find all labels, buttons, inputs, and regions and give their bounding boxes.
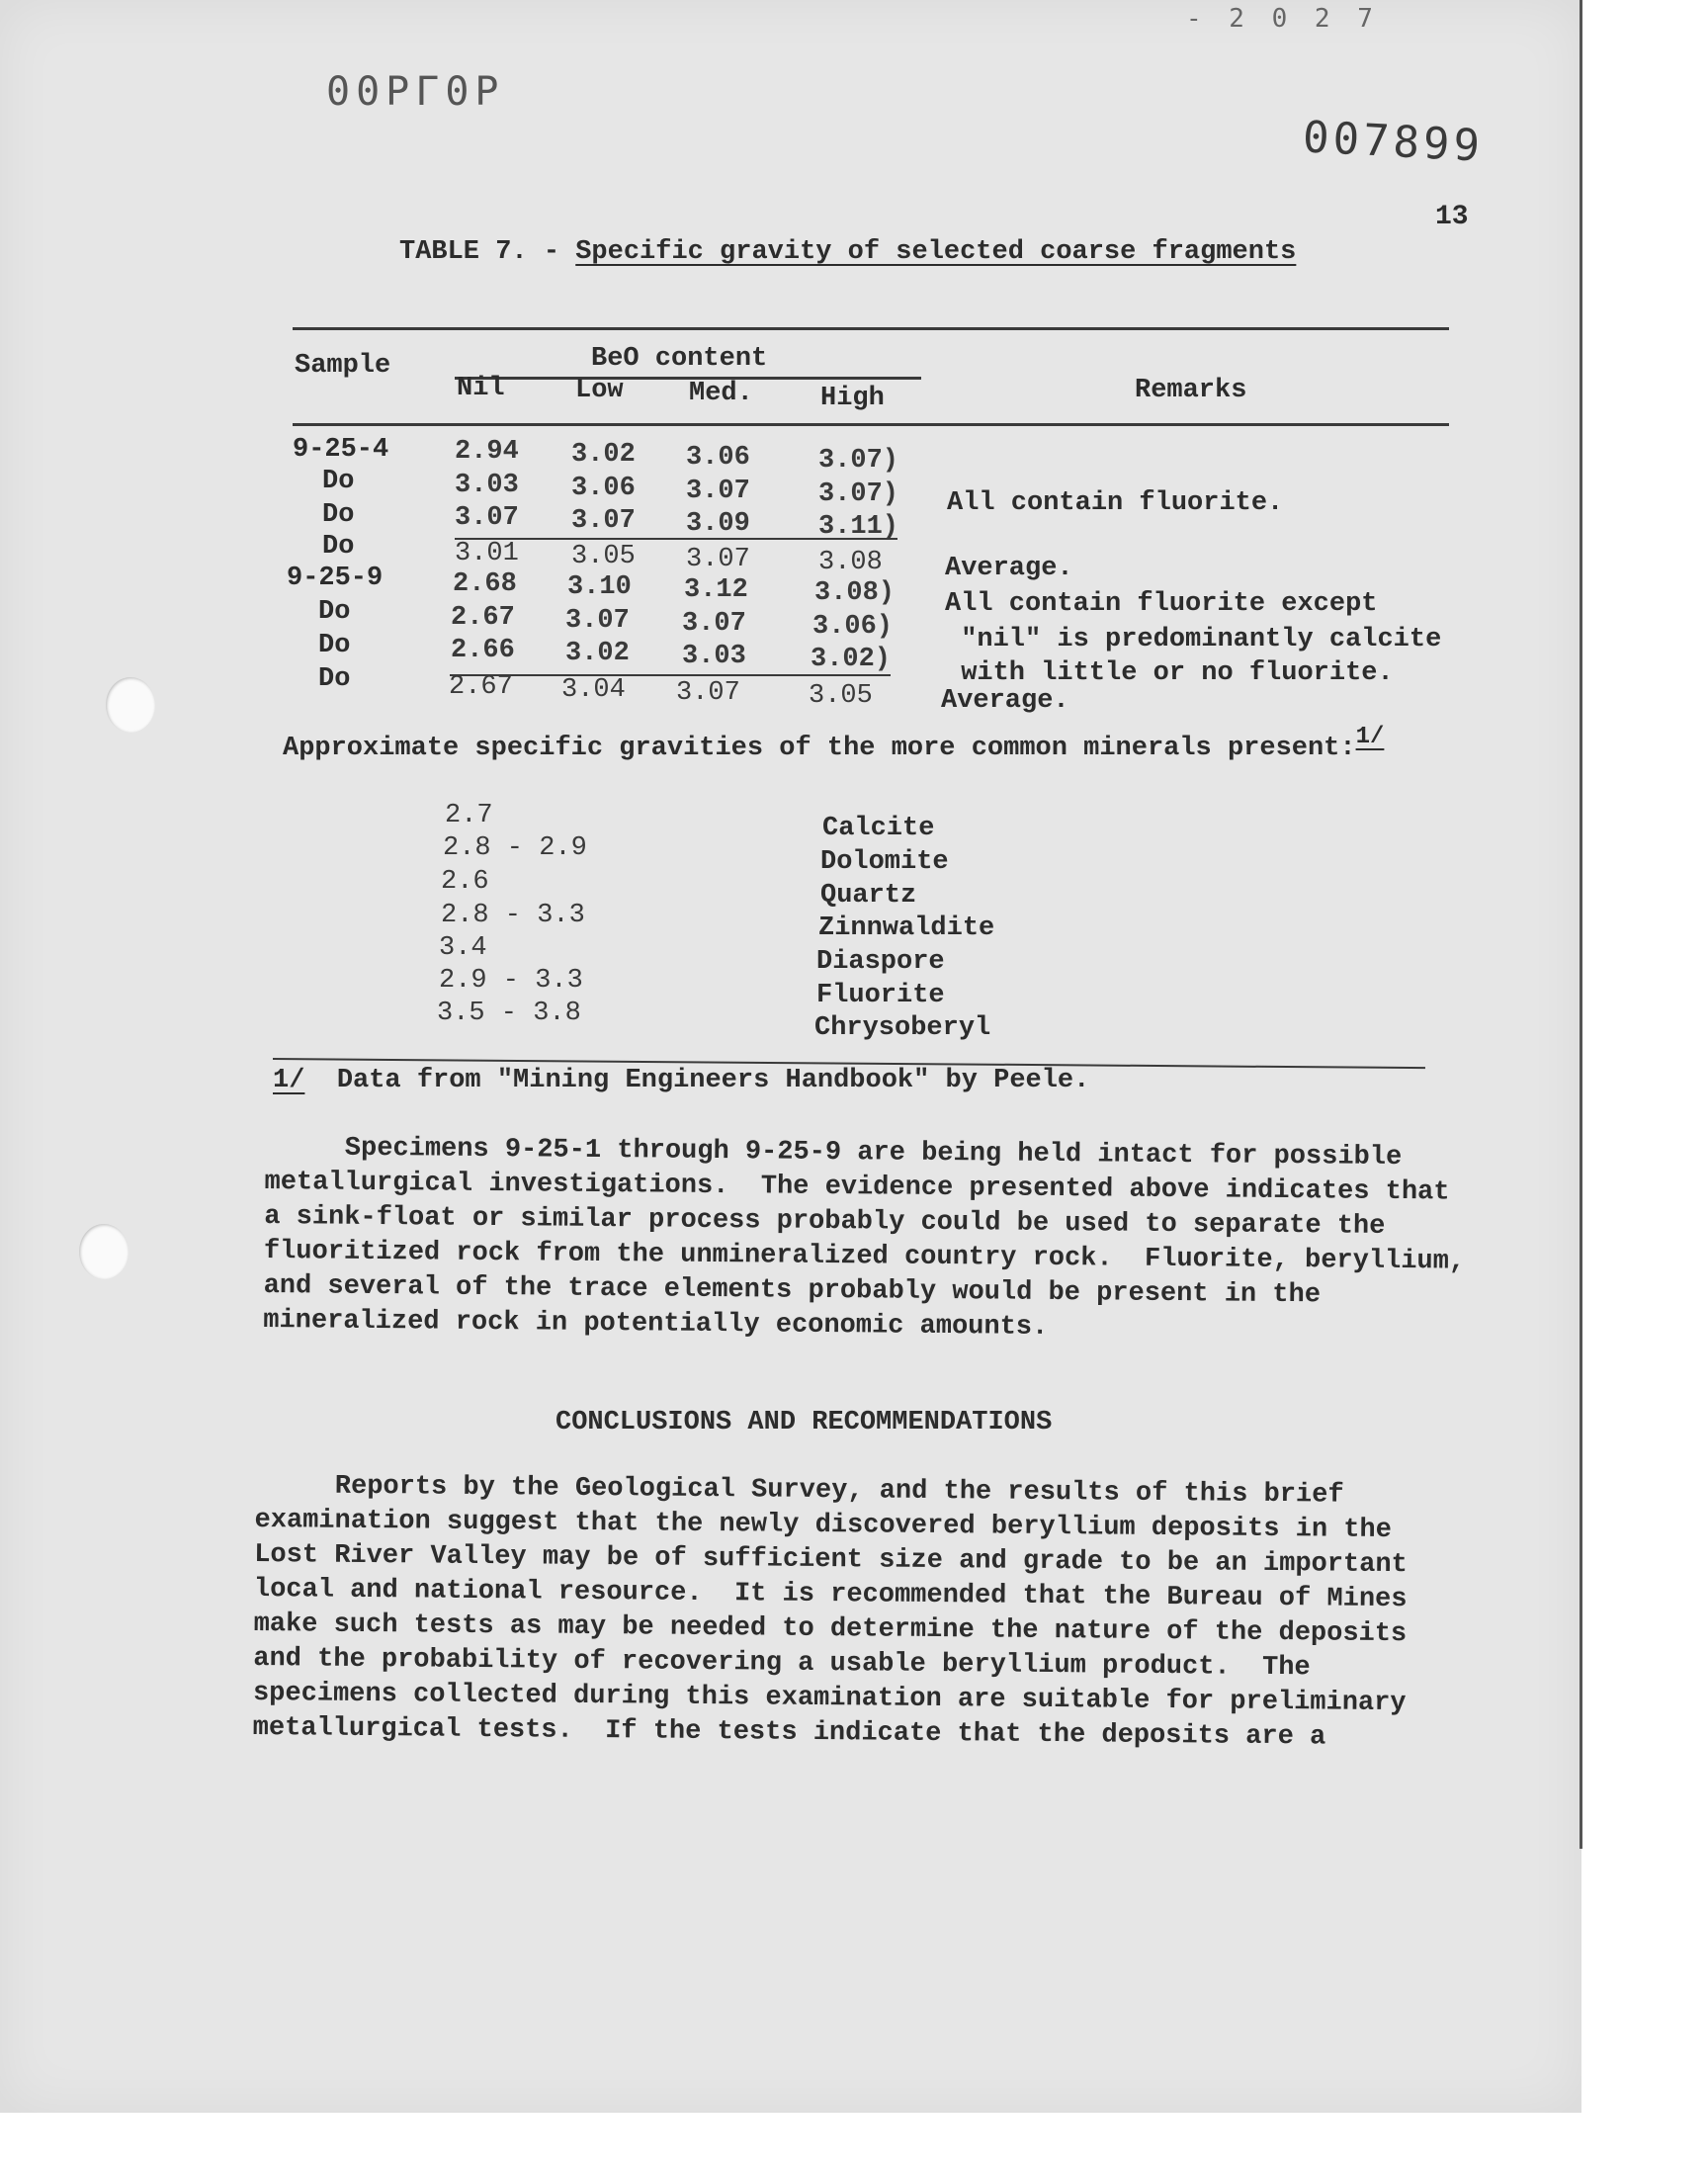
remark-text: Average.: [941, 686, 1069, 716]
remark-text: "nil" is predominantly calcite: [945, 625, 1442, 654]
value-low: 3.05: [571, 542, 636, 571]
minerals-intro-text: Approximate specific gravities of the more common minerals present:: [283, 734, 1356, 763]
col-header-nil: Nil: [457, 374, 505, 403]
mineral-gravity: 3.5 - 3.8: [437, 999, 581, 1028]
value-low: 3.04: [561, 675, 626, 705]
paragraph-line: Specimens 9-25-1 through 9-25-9 are being held intact for possible: [264, 1132, 1403, 1174]
page-number: 13: [1435, 202, 1469, 232]
value-nil: 2.67: [449, 672, 513, 702]
remark-text: All contain fluorite except: [945, 589, 1378, 619]
paragraph-line: mineralized rock in potentially economic amounts.: [263, 1305, 1049, 1343]
value-low: 3.06: [571, 474, 636, 503]
paragraph-line: specimens collected during this examination are suitable for preliminary: [252, 1678, 1407, 1719]
value-med: 3.07: [686, 545, 750, 574]
value-med: 3.12: [684, 575, 748, 605]
binder-hole-lower: [79, 1224, 128, 1279]
top-edge-stamp: - 2 0 2 7: [1186, 4, 1379, 34]
remark-text: Average.: [945, 554, 1073, 583]
paragraph-line: examination suggest that the newly discovered beryllium deposits in the: [254, 1505, 1393, 1546]
mineral-name: Quartz: [820, 881, 917, 911]
remark-text: All contain fluorite.: [947, 488, 1284, 518]
table-top-rule: [293, 327, 1449, 330]
paragraph-line: local and national resource. It is recommended that the Bureau of Mines: [253, 1574, 1408, 1615]
table-label: TABLE 7. -: [399, 237, 576, 267]
value-high: 3.05: [809, 681, 873, 711]
row-sample: Do: [322, 467, 355, 496]
paragraph-line: a sink-float or similar process probably could be used to separate the: [264, 1201, 1386, 1242]
table-title: [399, 237, 1296, 267]
value-med: 3.06: [686, 443, 750, 473]
value-nil: 2.94: [455, 437, 519, 467]
value-high: 3.08): [814, 578, 896, 608]
value-nil: 2.66: [451, 636, 515, 665]
beo-group-rule: [455, 377, 921, 380]
value-med: 3.03: [682, 642, 746, 671]
minerals-intro: [283, 724, 1385, 763]
mineral-gravity: 2.7: [445, 801, 493, 830]
col-header-med: Med.: [689, 379, 753, 408]
mineral-name: Dolomite: [820, 847, 949, 877]
mineral-name: Fluorite: [816, 981, 945, 1010]
value-low: 3.07: [565, 606, 630, 636]
section-heading: CONCLUSIONS AND RECOMMENDATIONS: [555, 1408, 1053, 1437]
paragraph-line: fluoritized rock from the unmineralized country rock. Fluorite, beryllium,: [263, 1236, 1466, 1277]
stamp-top-right: 007899: [1301, 112, 1486, 172]
col-header-remarks: Remarks: [1135, 376, 1247, 405]
value-nil: 2.67: [451, 603, 515, 633]
stamp-top-left: 00PГ0P: [326, 69, 505, 115]
value-med: 3.07: [676, 678, 740, 708]
row-sample: 9-25-9: [287, 564, 384, 593]
remark-text: with little or no fluorite.: [945, 658, 1394, 688]
value-low: 3.02: [571, 440, 636, 470]
value-med: 3.07: [682, 609, 746, 639]
paragraph-line: Reports by the Geological Survey, and the results of this brief: [254, 1470, 1344, 1511]
footnote-reference: 1/: [1355, 724, 1385, 750]
table-title-text: Specific gravity of selected coarse fragments: [575, 237, 1297, 267]
paragraph-line: make such tests as may be needed to determine the nature of the deposits: [253, 1609, 1408, 1650]
mineral-gravity: 2.9 - 3.3: [439, 966, 583, 996]
paragraph-line: Lost River Valley may be of sufficient size and grade to be an important: [254, 1539, 1408, 1581]
average-rule-2: [450, 674, 891, 676]
value-high: 3.07): [818, 446, 899, 476]
footnote-text: Data from "Mining Engineers Handbook" by Peele.: [336, 1066, 1090, 1095]
value-nil: 2.68: [453, 569, 517, 599]
value-nil: 3.01: [455, 539, 519, 568]
value-nil: 3.03: [455, 471, 519, 500]
value-high: 3.06): [812, 612, 894, 642]
header-bottom-rule: [293, 423, 1449, 426]
body-paragraph-1: [263, 1131, 1466, 1349]
value-high: 3.02): [811, 645, 892, 674]
mineral-gravity: 2.6: [441, 867, 489, 897]
col-header-sample: Sample: [295, 351, 391, 381]
row-sample: Do: [322, 500, 355, 530]
binder-hole-upper: [106, 677, 155, 733]
row-sample: 9-25-4: [293, 435, 389, 465]
paragraph-line: and the probability of recovering a usable beryllium product. The: [253, 1643, 1311, 1684]
col-header-high: High: [820, 384, 885, 413]
body-paragraph-2: [253, 1469, 1409, 1756]
value-nil: 3.07: [455, 503, 519, 533]
footnote-mark: 1/: [273, 1066, 305, 1095]
value-high: 3.07): [818, 479, 899, 509]
row-sample: Do: [322, 532, 355, 562]
value-low: 3.02: [565, 639, 630, 668]
mineral-name: Diaspore: [816, 947, 945, 977]
mineral-name: Zinnwaldite: [818, 914, 995, 943]
mineral-gravity: 2.8 - 3.3: [441, 901, 585, 930]
footnote: [273, 1066, 1089, 1095]
value-high: 3.11): [818, 512, 899, 542]
page-edge: [1580, 0, 1582, 1849]
col-header-low: Low: [575, 376, 624, 405]
col-group-beo-content: BeO content: [591, 344, 768, 374]
paragraph-line: metallurgical investigations. The evidence presented above indicates that: [264, 1167, 1450, 1208]
value-med: 3.07: [686, 477, 750, 506]
value-low: 3.07: [571, 506, 636, 536]
mineral-gravity: 3.4: [439, 933, 487, 963]
row-sample: Do: [318, 631, 351, 660]
value-med: 3.09: [686, 509, 750, 539]
value-high: 3.08: [818, 548, 883, 577]
mineral-name: Chrysoberyl: [814, 1013, 991, 1043]
row-sample: Do: [318, 664, 351, 694]
paragraph-line: and several of the trace elements probably would be present in the: [263, 1270, 1322, 1311]
row-sample: Do: [318, 597, 351, 627]
value-low: 3.10: [567, 572, 632, 602]
mineral-name: Calcite: [822, 814, 935, 843]
mineral-gravity: 2.8 - 2.9: [443, 833, 587, 863]
paragraph-line: metallurgical tests. If the tests indicate that the deposits are a: [252, 1712, 1326, 1753]
